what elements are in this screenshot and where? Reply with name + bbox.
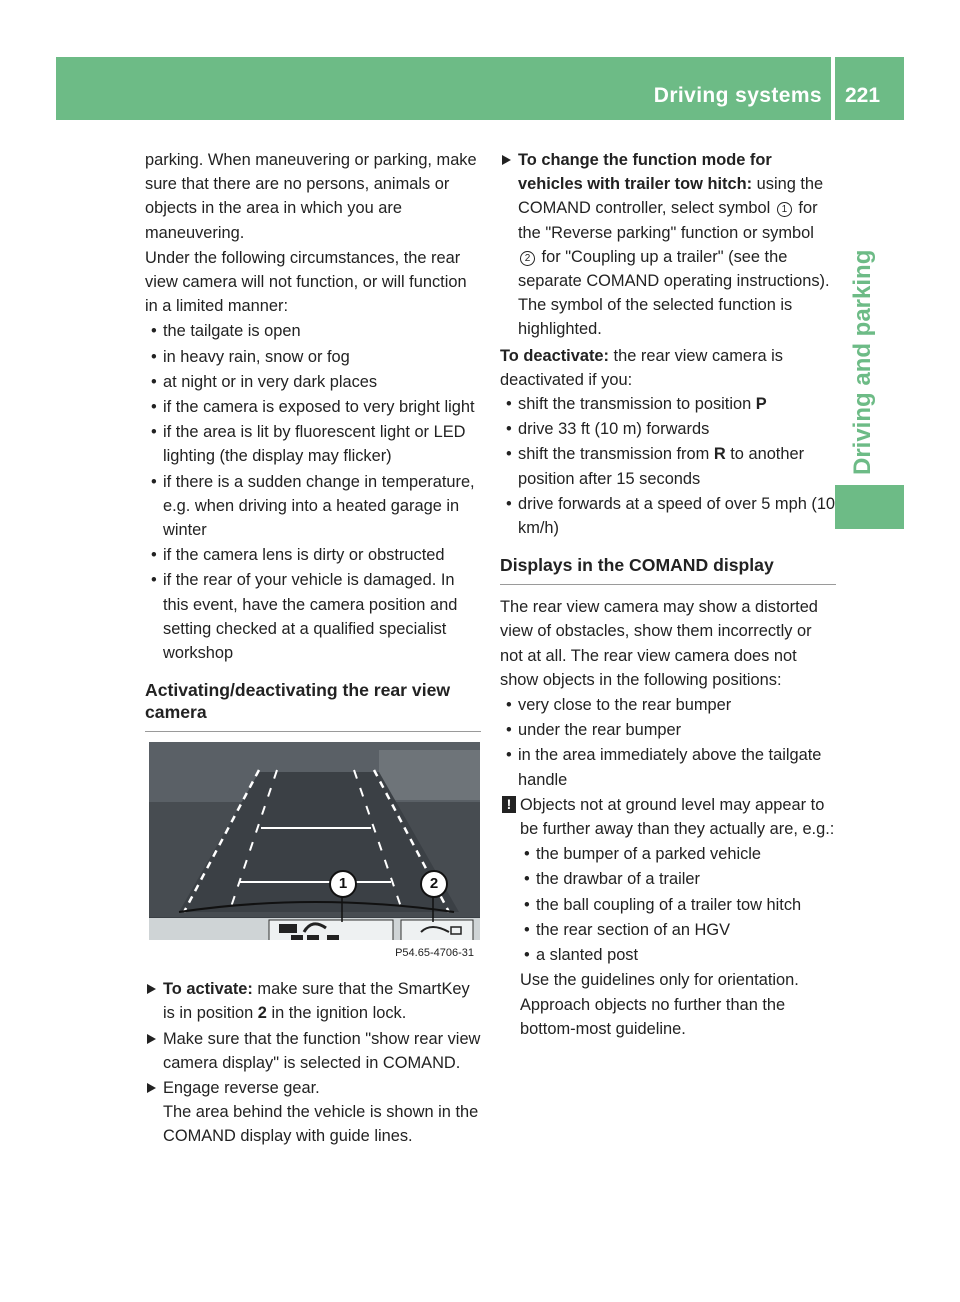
step-select-function: Make sure that the function "show rear view camera display" is selected in COMAND.: [145, 1027, 481, 1075]
step-change-mode: [500, 148, 836, 342]
list-item: • drive forwards at a speed of over 5 mph (10 km/h): [500, 492, 836, 540]
closing-paragraph: Use the guidelines only for orientation. Approach objects no further than the bottom-most guideline.: [520, 971, 799, 1038]
list-item: [500, 442, 836, 490]
page-number: 221: [845, 84, 881, 107]
intro-paragraph-2: Under the following circumstances, the rear view camera will not function, or will function in a limited manner:: [145, 248, 467, 316]
list-item: • under the rear bumper: [500, 718, 836, 742]
list-item: • in heavy rain, snow or fog: [145, 345, 481, 369]
list-item: • if the camera lens is dirty or obstructed: [145, 543, 481, 567]
gear-p: P: [755, 395, 767, 414]
step-engage-reverse: [145, 1076, 481, 1149]
chapter-marker: [835, 485, 904, 529]
list-item: [500, 392, 836, 416]
symbol-2-icon: 2: [520, 251, 535, 266]
deact-3-text-a: shift the transmission from: [518, 445, 714, 464]
step-activate-text-end: in the ignition lock.: [266, 1004, 407, 1023]
positions-list: [500, 693, 836, 792]
left-column: [145, 148, 481, 1150]
list-item: • the drawbar of a trailer: [500, 867, 836, 891]
circumstances-list: [145, 319, 481, 665]
step-activate-label: To activate:: [163, 980, 253, 999]
deactivate-text: the rear view camera is deactivated if you:: [500, 346, 783, 389]
callout-1: 1: [329, 870, 357, 898]
camera-view-illustration: [149, 742, 480, 963]
list-item: • the ball coupling of a trailer tow hitch: [500, 893, 836, 917]
list-item: • drive 33 ft (10 m) forwards: [500, 417, 836, 441]
list-item: • very close to the rear bumper: [500, 693, 836, 717]
gear-r: R: [713, 445, 726, 464]
list-item: • at night or in very dark places: [145, 370, 481, 394]
examples-list: [500, 842, 836, 967]
deactivate-list: [500, 392, 836, 540]
heading-displays: Displays in the COMAND display: [500, 554, 836, 585]
heading-activating: Activating/deactivating the rear view camera: [145, 679, 481, 732]
step-activate: [145, 977, 481, 1025]
list-item: • a slanted post: [500, 943, 836, 967]
list-item: • if the rear of your vehicle is damaged. In this event, have the camera position and setting checked at a qualified specialist workshop: [145, 568, 481, 665]
list-item: • in the area immediately above the tailgate handle: [500, 743, 836, 791]
list-item: • the rear section of an HGV: [500, 918, 836, 942]
list-item: • the bumper of a parked vehicle: [500, 842, 836, 866]
step-activate-text: make sure that the SmartKey is in position: [163, 980, 470, 1023]
right-column: [500, 148, 836, 1041]
list-item: • if the area is lit by fluorescent light or LED lighting (the display may flicker): [145, 420, 481, 468]
deactivate-label: To deactivate:: [500, 346, 609, 365]
step-change-mode-text-c: for "Coupling up a trailer" (see the separate COMAND operating instructions).: [518, 247, 830, 291]
intro-paragraph-1: parking. When maneuvering or parking, make sure that there are no persons, animals or objects in the area in which you are maneuvering.: [145, 151, 477, 242]
list-item: • the tailgate is open: [145, 319, 481, 343]
step-change-mode-text-a: using the COMAND controller, select symbol: [518, 175, 824, 218]
section-title: Driving systems: [653, 84, 822, 107]
step-change-mode-label: To change the function mode for vehicles with trailer tow hitch:: [518, 151, 772, 194]
list-item: • if there is a sudden change in temperature, e.g. when driving into a heated garage in winter: [145, 470, 481, 543]
displays-paragraph: The rear view camera may show a distorted view of obstacles, show them incorrectly or not at all. The rear view camera does not show objects in the following positions:: [500, 598, 818, 689]
deactivate-paragraph: [500, 344, 836, 392]
step-change-mode-note: The symbol of the selected function is highlighted.: [518, 296, 793, 339]
chapter-label: Driving and parking: [849, 249, 876, 475]
warning-icon: !: [502, 796, 516, 813]
rear-camera-figure: [149, 742, 480, 963]
figure-code: P54.65-4706-31: [395, 947, 474, 960]
deact-1-text: shift the transmission to position: [518, 395, 756, 414]
ignition-position: 2: [257, 1004, 267, 1023]
callout-2: 2: [420, 870, 448, 898]
deact-3-text-c: to another position after 15 seconds: [518, 445, 805, 488]
warning-note: [500, 793, 836, 841]
symbol-1-icon: 1: [777, 202, 792, 217]
step-change-mode-text-b: for the "Reverse parking" function or symbol: [518, 199, 818, 242]
list-item: • if the camera is exposed to very bright light: [145, 395, 481, 419]
step-engage-reverse-line2: The area behind the vehicle is shown in the COMAND display with guide lines.: [163, 1103, 479, 1146]
warning-text: Objects not at ground level may appear to be further away than they actually are, e.g.:: [520, 795, 835, 839]
step-engage-reverse-line1: Engage reverse gear.: [163, 1079, 320, 1098]
